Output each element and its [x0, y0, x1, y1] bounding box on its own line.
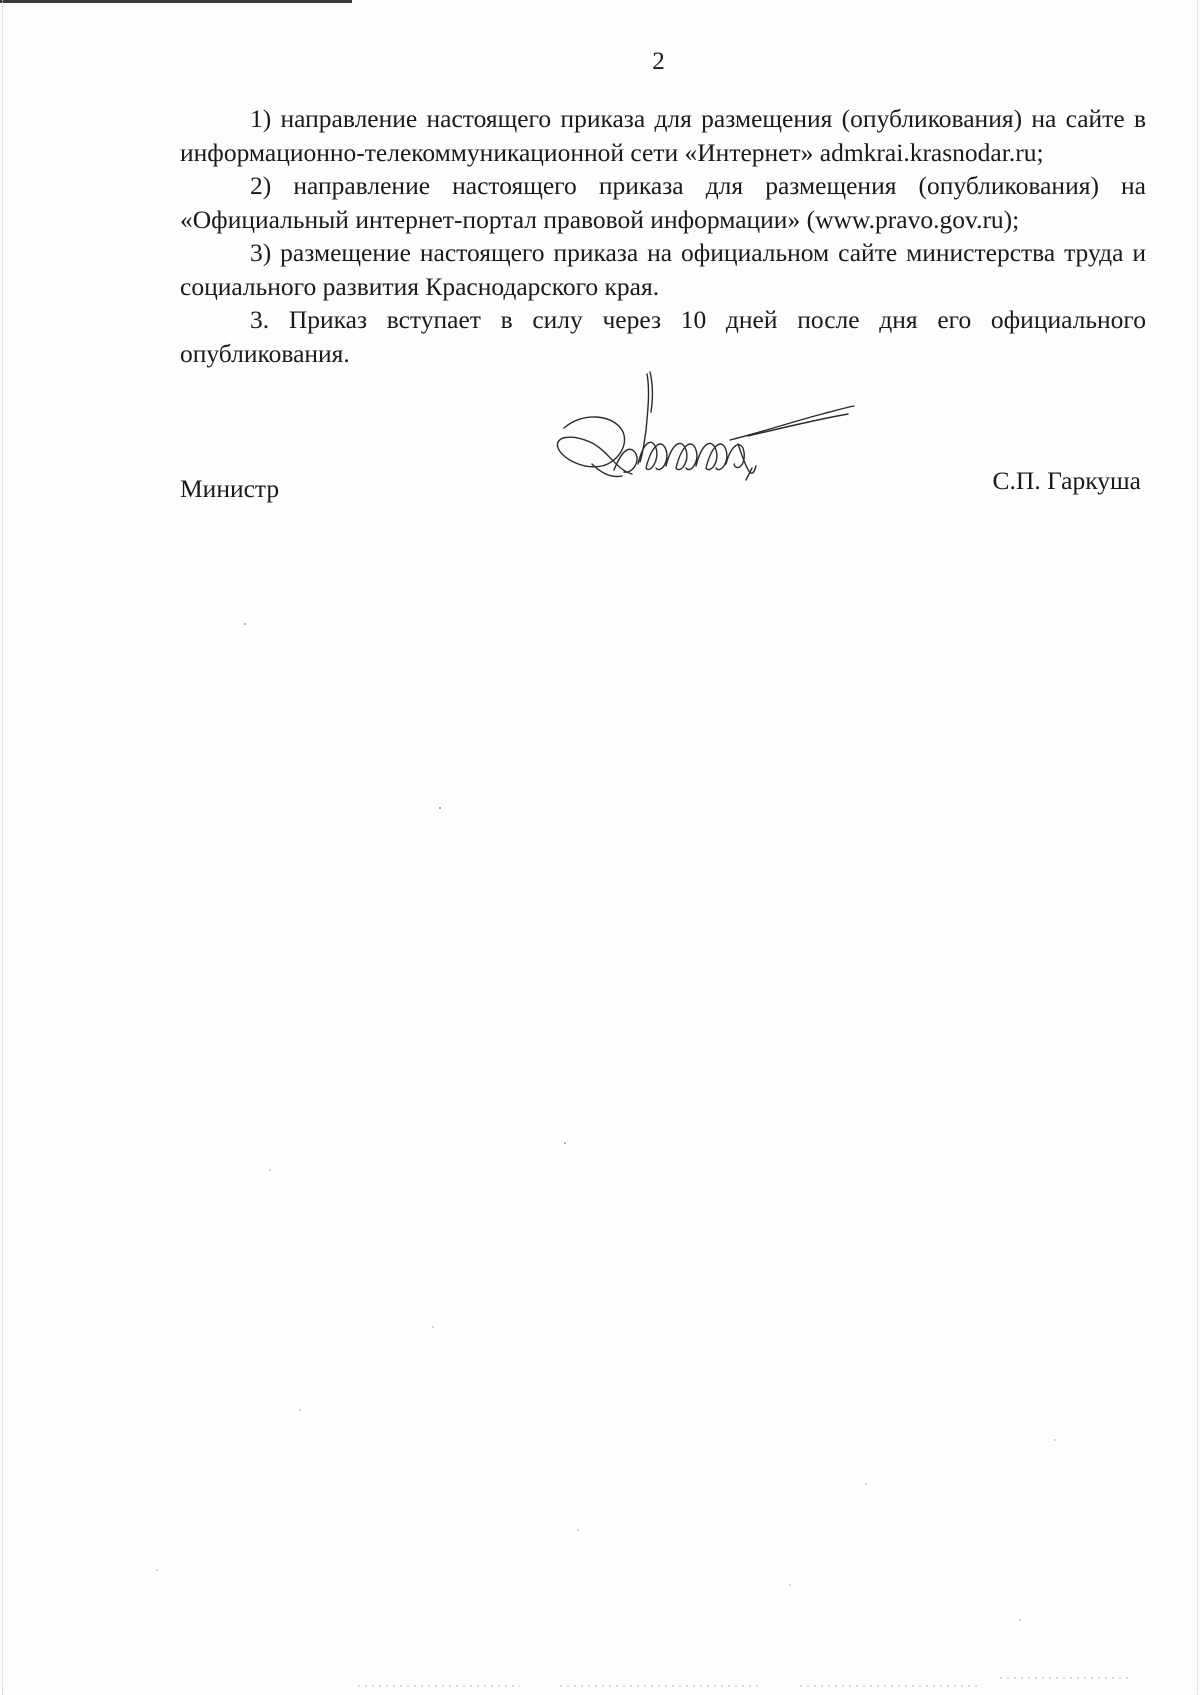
scan-top-edge-mark — [0, 0, 352, 3]
document-body — [180, 102, 1146, 370]
signatory-role: Министр — [180, 474, 280, 503]
paragraph-item-2: 2) направление настоящего приказа для размещения (опубликования) на «Официальный интернет-портал правовой информации» (www.pravo.gov.ru); — [180, 171, 1146, 234]
paragraph-clause-3: 3. Приказ вступает в силу через 10 дней после дня его официального опубликования. — [180, 305, 1146, 368]
scan-left-edge — [2, 0, 3, 1695]
signatory-name: С.П. Гаркуша — [992, 466, 1141, 495]
handwritten-signature — [552, 370, 882, 520]
page-number: 2 — [652, 48, 665, 75]
paragraph-item-1: 1) направление настоящего приказа для размещения (опубликования) на сайте в информационно-телекоммуникационной сети «Интернет» admkrai.krasnodar.ru; — [180, 104, 1146, 167]
paragraph-item-3: 3) размещение настоящего приказа на официальном сайте министерства труда и социального развития Краснодарского края. — [180, 238, 1146, 301]
scan-right-edge — [1197, 0, 1198, 1695]
